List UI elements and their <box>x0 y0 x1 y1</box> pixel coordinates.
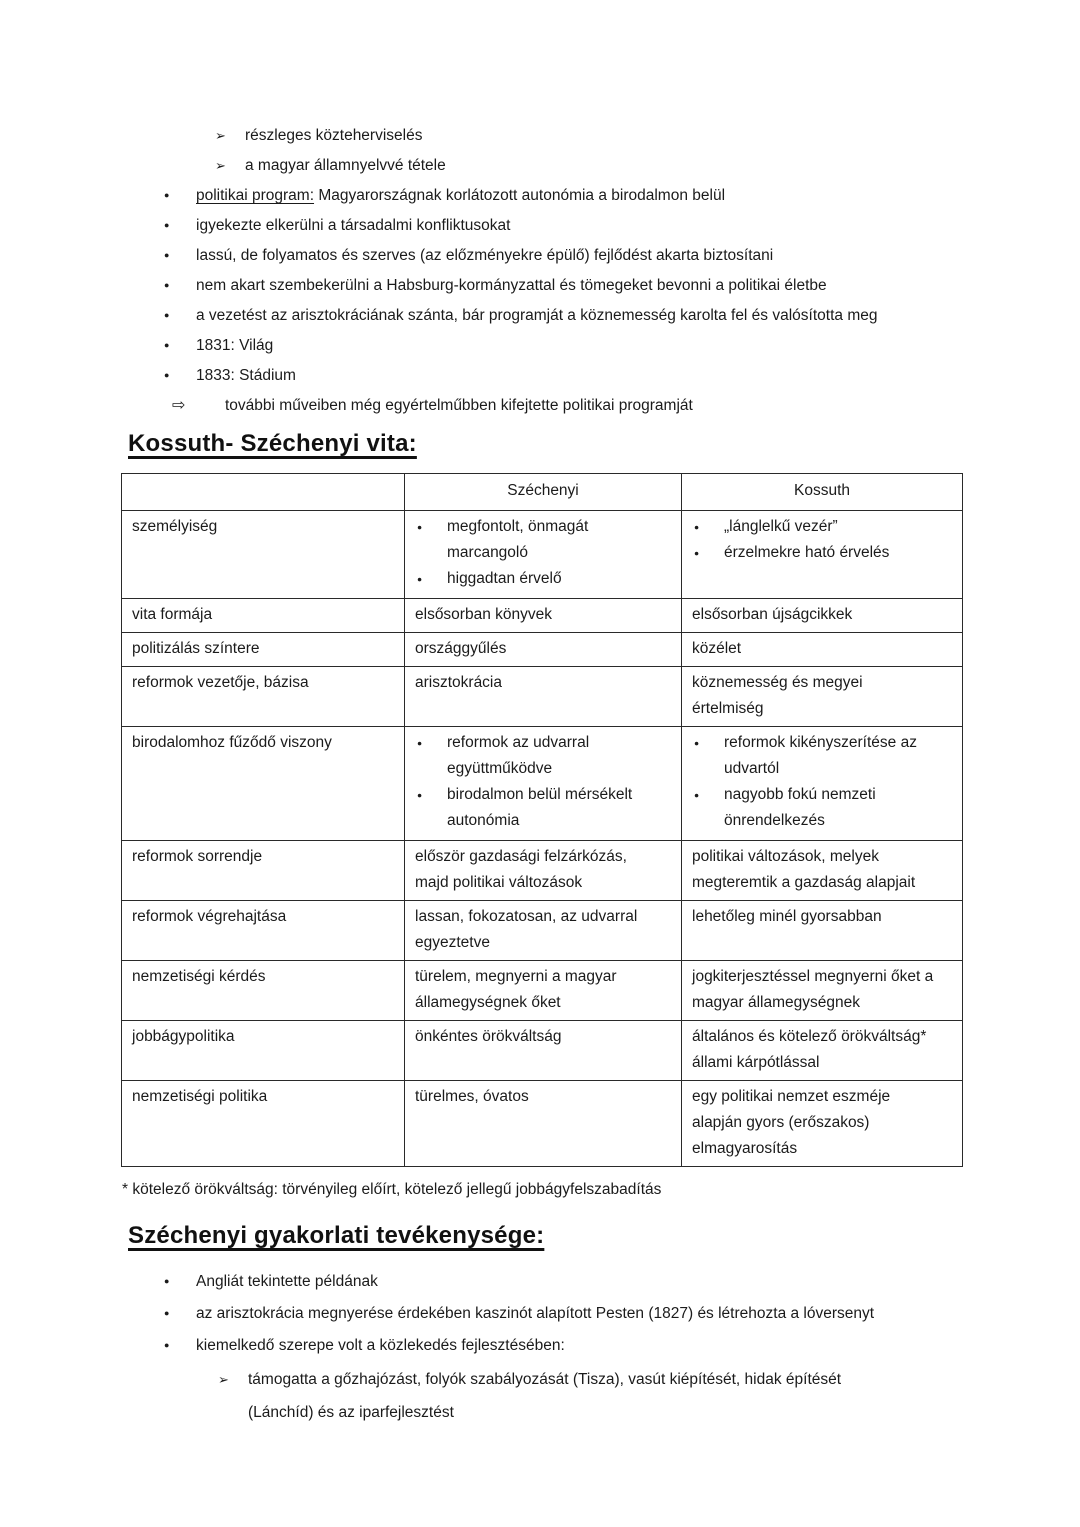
list-item-text: igyekezte elkerülni a társadalmi konfliktusokat <box>196 217 511 234</box>
szechenyi-cell <box>405 633 682 667</box>
cell-text: elsősorban újságcikkek <box>692 606 853 623</box>
szechenyi-cell <box>405 1021 682 1081</box>
section-heading-kossuth-szechenyi-vita: Kossuth- Széchenyi vita: <box>128 430 417 457</box>
bullet-icon: ● <box>164 310 170 320</box>
cell-bullet-item <box>682 540 962 566</box>
cell-text: érzelmekre ható érvelés <box>724 544 890 561</box>
bullet-icon: ● <box>164 1276 170 1286</box>
kossuth-cell <box>682 599 963 633</box>
szechenyi-cell <box>405 901 682 961</box>
list-item <box>121 301 960 330</box>
cell-text: először gazdasági felzárkózás, majd politikai változások <box>415 848 627 891</box>
list-item-text: lassú, de folyamatos és szerves (az előzményekre épülő) fejlődést akarta biztosítani <box>196 247 774 264</box>
comparison-table <box>121 473 963 1167</box>
row-label-cell <box>122 1081 405 1167</box>
bullet-icon: ● <box>694 738 700 748</box>
kossuth-cell <box>682 667 963 727</box>
bullet-icon: ● <box>417 790 423 800</box>
list-item <box>121 121 960 150</box>
table-row <box>122 1021 963 1081</box>
row-label: reformok sorrendje <box>132 848 263 865</box>
row-label: személyiség <box>132 518 218 535</box>
list-item <box>121 1299 960 1329</box>
bullet-icon: ● <box>164 250 170 260</box>
cell-bullet-item <box>405 730 681 782</box>
bullet-icon: ● <box>164 280 170 290</box>
table-row <box>122 599 963 633</box>
bullet-icon: ● <box>164 220 170 230</box>
szechenyi-cell <box>405 727 682 841</box>
cell-text: birodalmon belül mérsékelt autonómia <box>447 786 633 829</box>
intro-list <box>121 121 960 420</box>
cell-text: általános és kötelező örökváltság* állami kárpótlással <box>692 1028 927 1071</box>
cell-text: köznemesség és megyei értelmiség <box>692 674 863 717</box>
list-item-text: kiemelkedő szerepe volt a közlekedés fejlesztésében: <box>196 1337 565 1354</box>
footnote: * kötelező örökváltság: törvényileg előírt, kötelező jellegű jobbágyfelszabadítás <box>122 1181 662 1198</box>
cell-text: elsősorban könyvek <box>415 606 552 623</box>
cell-text: türelmes, óvatos <box>415 1088 529 1105</box>
row-label: nemzetiségi kérdés <box>132 968 266 985</box>
bullet-icon: ● <box>164 1340 170 1350</box>
row-label-cell <box>122 727 405 841</box>
arrow-bullet-icon: ➢ <box>215 128 226 143</box>
row-label-cell <box>122 667 405 727</box>
cell-text: lehetőleg minél gyorsabban <box>692 908 882 925</box>
cell-text: politikai változások, melyek megteremtik a gazdaság alapjait <box>692 848 916 891</box>
table-header-row <box>122 474 963 511</box>
kossuth-cell <box>682 841 963 901</box>
list-item-text: 1833: Stádium <box>196 367 296 384</box>
cell-text: egy politikai nemzet eszméje alapján gyors (erőszakos) elmagyarosítás <box>692 1088 891 1157</box>
list-item-text: Angliát tekintette példának <box>196 1273 378 1290</box>
section-heading-szechenyi-gyakorlati: Széchenyi gyakorlati tevékenysége: <box>128 1222 545 1249</box>
row-label: nemzetiségi politika <box>132 1088 268 1105</box>
list-item <box>121 1363 960 1429</box>
kossuth-cell <box>682 961 963 1021</box>
bullet-icon: ● <box>417 522 423 532</box>
row-label-cell <box>122 1021 405 1081</box>
table-row <box>122 511 963 599</box>
kossuth-cell <box>682 727 963 841</box>
list-item <box>121 271 960 300</box>
row-label-cell <box>122 961 405 1021</box>
cell-bullet-item <box>682 730 962 782</box>
bullet-icon: ● <box>164 1308 170 1318</box>
kossuth-cell <box>682 1021 963 1081</box>
cell-bullet-item <box>405 782 681 834</box>
list-item <box>121 361 960 390</box>
bullet-icon: ● <box>417 574 423 584</box>
row-label: politizálás színtere <box>132 640 260 657</box>
bullet-icon: ● <box>164 340 170 350</box>
szechenyi-cell <box>405 841 682 901</box>
list-item <box>121 391 960 420</box>
row-label: vita formája <box>132 606 213 623</box>
cell-text: megfontolt, önmagát marcangoló <box>447 518 589 561</box>
cell-bullet-item <box>405 566 681 592</box>
cell-text: higgadtan érvelő <box>447 570 562 587</box>
list-item <box>121 211 960 240</box>
cell-text: reformok az udvarral együttműködve <box>447 734 590 777</box>
bullet-icon: ● <box>417 738 423 748</box>
cell-bullet-item <box>682 514 962 540</box>
row-label: reformok vezetője, bázisa <box>132 674 309 691</box>
bullet-icon: ● <box>164 370 170 380</box>
bullet-icon: ● <box>694 522 700 532</box>
szechenyi-cell <box>405 511 682 599</box>
cell-text: országgyűlés <box>415 640 507 657</box>
list-item-text: támogatta a gőzhajózást, folyók szabályozását (Tisza), vasút kiépítését, hidak építését (Lánchíd) és az iparfejlesztést <box>248 1371 842 1421</box>
bullet-icon: ● <box>694 790 700 800</box>
table-row <box>122 961 963 1021</box>
table-row <box>122 1081 963 1167</box>
cell-text: jogkiterjesztéssel megnyerni őket a magyar államegységnek <box>692 968 934 1011</box>
cell-bullet-item <box>682 782 962 834</box>
bullet-icon: ● <box>694 548 700 558</box>
cell-text: reformok kikényszerítése az udvartól <box>724 734 917 777</box>
kossuth-cell <box>682 511 963 599</box>
arrow-bullet-icon: ➢ <box>218 1372 229 1387</box>
table-header-empty <box>122 474 405 511</box>
cell-bullet-item <box>405 514 681 566</box>
note-arrow-icon: ⇨ <box>172 397 186 414</box>
row-label: reformok végrehajtása <box>132 908 287 925</box>
row-label: jobbágypolitika <box>132 1028 235 1045</box>
table-header-kossuth: Kossuth <box>682 474 963 511</box>
cell-text: türelem, megnyerni a magyar államegységnek őket <box>415 968 617 1011</box>
row-label-cell <box>122 841 405 901</box>
table-row <box>122 841 963 901</box>
kossuth-cell <box>682 901 963 961</box>
table-row <box>122 901 963 961</box>
szechenyi-cell <box>405 599 682 633</box>
cell-text: önkéntes örökváltság <box>415 1028 562 1045</box>
row-label-cell <box>122 599 405 633</box>
list-item-text: további műveiben még egyértelműbben kifejtette politikai programját <box>225 397 693 414</box>
table-row <box>122 633 963 667</box>
szechenyi-cell <box>405 667 682 727</box>
cell-text: lassan, fokozatosan, az udvarral egyeztetve <box>415 908 638 951</box>
underlined-lead: politikai program: <box>196 187 315 204</box>
list-item-text: nem akart szembekerülni a Habsburg-kormányzattal és tömegeket bevonni a politikai életbe <box>196 277 827 294</box>
szechenyi-cell <box>405 1081 682 1167</box>
kossuth-cell <box>682 633 963 667</box>
table-row <box>122 667 963 727</box>
row-label-cell <box>122 511 405 599</box>
list-item <box>121 331 960 360</box>
list-item-text: részleges közteherviselés <box>245 127 423 144</box>
cell-text: közélet <box>692 640 742 657</box>
szechenyi-cell <box>405 961 682 1021</box>
table-header-szechenyi: Széchenyi <box>405 474 682 511</box>
cell-text: nagyobb fokú nemzeti önrendelkezés <box>724 786 876 829</box>
bullet-icon: ● <box>164 190 170 200</box>
table-row <box>122 727 963 841</box>
list-item-text: a vezetést az arisztokráciának szánta, bár programját a köznemesség karolta fel és valósította meg <box>196 307 878 324</box>
row-label: birodalomhoz fűződő viszony <box>132 734 332 751</box>
cell-text: „lánglelkű vezér” <box>724 518 838 535</box>
gyakorlati-list <box>121 1267 960 1429</box>
cell-text: arisztokrácia <box>415 674 502 691</box>
list-item <box>121 241 960 270</box>
list-item <box>121 1331 960 1361</box>
list-item <box>121 151 960 180</box>
list-item-text-rest: Magyarországnak korlátozott autonómia a birodalmon belül <box>318 187 726 204</box>
arrow-bullet-icon: ➢ <box>215 158 226 173</box>
list-item <box>121 181 960 210</box>
list-item-text: a magyar államnyelvvé tétele <box>245 157 446 174</box>
row-label-cell <box>122 633 405 667</box>
list-item <box>121 1267 960 1297</box>
list-item-text: 1831: Világ <box>196 337 274 354</box>
list-item-text: az arisztokrácia megnyerése érdekében kaszinót alapított Pesten (1827) és létrehozta a lóversenyt <box>196 1305 875 1322</box>
list-item-text <box>196 181 725 210</box>
kossuth-cell <box>682 1081 963 1167</box>
row-label-cell <box>122 901 405 961</box>
